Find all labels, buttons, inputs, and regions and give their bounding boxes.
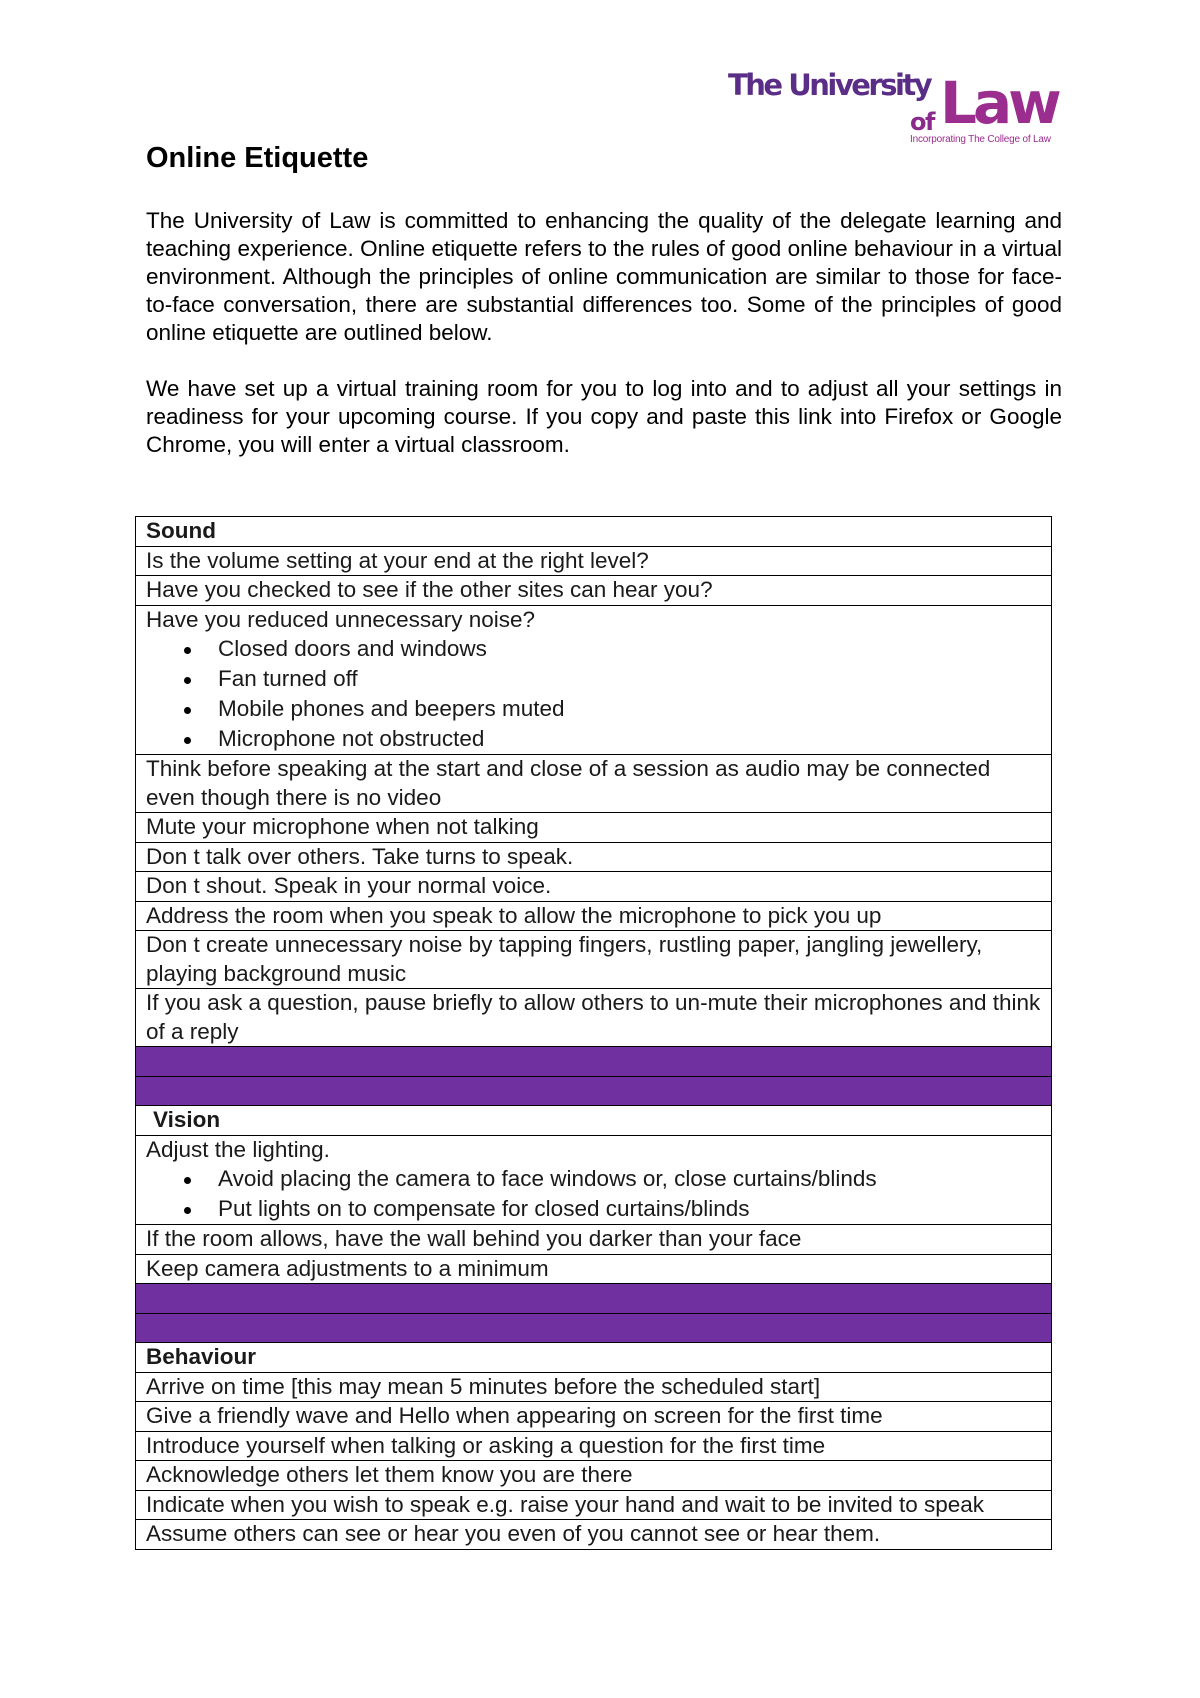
table-row — [136, 931, 1052, 989]
table-row — [136, 605, 1052, 755]
purple-divider — [136, 1076, 1052, 1106]
table-row — [136, 1402, 1052, 1432]
lighting-bullet-list — [146, 1164, 1041, 1224]
section-header-row — [136, 1106, 1052, 1136]
table-cell: Don t create unnecessary noise by tapping fingers, rustling paper, jangling jewellery, playing background music — [136, 931, 1052, 989]
intro-paragraph: The University of Law is committed to enhancing the quality of the delegate learning and teaching experience. Online etiquette refers to the rules of good online behaviour in a virtual environment. Although the principles of online communication are similar to those for face-to-face conversation, there are substantial differences too. Some of the principles of good online etiquette are outlined below. — [146, 208, 1062, 345]
vision-heading: Vision — [136, 1106, 1052, 1136]
table-row — [136, 901, 1052, 931]
logo-wordmark-law: Law — [940, 69, 1058, 137]
table-cell: Have you checked to see if the other sites can hear you? — [136, 576, 1052, 606]
noise-bullet-list — [146, 634, 1041, 754]
logo-wordmark-university: The University — [728, 68, 931, 102]
table-row — [136, 1431, 1052, 1461]
table-row — [136, 755, 1052, 813]
list-item: Fan turned off — [218, 664, 1041, 694]
table-cell — [136, 1135, 1052, 1225]
table-cell: Assume others can see or hear you even of you cannot see or hear them. — [136, 1520, 1052, 1550]
list-item: Closed doors and windows — [218, 634, 1041, 664]
table-row — [136, 842, 1052, 872]
table-cell: Think before speaking at the start and close of a session as audio may be connected even though there is no video — [136, 755, 1052, 813]
purple-divider — [136, 1047, 1052, 1077]
etiquette-table — [135, 516, 1052, 1550]
list-item: Avoid placing the camera to face windows or, close curtains/blinds — [218, 1164, 1041, 1194]
table-cell: Address the room when you speak to allow the microphone to pick you up — [136, 901, 1052, 931]
purple-divider-row — [136, 1313, 1052, 1343]
purple-divider — [136, 1284, 1052, 1314]
table-row — [136, 1520, 1052, 1550]
table-cell: If the room allows, have the wall behind you darker than your face — [136, 1225, 1052, 1255]
table-row — [136, 872, 1052, 902]
sound-heading: Sound — [136, 517, 1052, 547]
table-cell: Introduce yourself when talking or asking a question for the first time — [136, 1431, 1052, 1461]
table-cell: Don t shout. Speak in your normal voice. — [136, 872, 1052, 902]
table-row — [136, 1135, 1052, 1225]
table-row — [136, 1225, 1052, 1255]
purple-divider-row — [136, 1047, 1052, 1077]
table-row — [136, 1254, 1052, 1284]
list-item: Put lights on to compensate for closed curtains/blinds — [218, 1194, 1041, 1224]
purple-divider — [136, 1313, 1052, 1343]
table-row — [136, 576, 1052, 606]
logo-tagline: Incorporating The College of Law — [910, 134, 1051, 145]
page-title: Online Etiquette — [146, 142, 369, 174]
list-item: Mobile phones and beepers muted — [218, 694, 1041, 724]
section-header-row — [136, 517, 1052, 547]
table-cell: Is the volume setting at your end at the right level? — [136, 546, 1052, 576]
table-cell: Mute your microphone when not talking — [136, 813, 1052, 843]
table-cell: Arrive on time [this may mean 5 minutes before the scheduled start] — [136, 1372, 1052, 1402]
table-row — [136, 1372, 1052, 1402]
table-row — [136, 546, 1052, 576]
table-row — [136, 1461, 1052, 1491]
table-row — [136, 1490, 1052, 1520]
virtual-room-paragraph: We have set up a virtual training room for you to log into and to adjust all your settings in readiness for your upcoming course. If you copy and paste this link into Firefox or Google Chrome, you will enter a virtual classroom. — [146, 376, 1062, 457]
university-logo — [728, 64, 1068, 152]
table-cell: Keep camera adjustments to a minimum — [136, 1254, 1052, 1284]
table-cell: Acknowledge others let them know you are there — [136, 1461, 1052, 1491]
table-cell — [136, 605, 1052, 755]
lighting-instruction: Adjust the lighting. — [146, 1136, 330, 1162]
logo-wordmark-of: of — [910, 108, 934, 136]
table-cell: If you ask a question, pause briefly to allow others to un-mute their microphones and think of a reply — [136, 989, 1052, 1047]
table-row — [136, 989, 1052, 1047]
noise-question: Have you reduced unnecessary noise? — [146, 606, 535, 632]
table-cell: Don t talk over others. Take turns to speak. — [136, 842, 1052, 872]
purple-divider-row — [136, 1076, 1052, 1106]
table-cell: Indicate when you wish to speak e.g. raise your hand and wait to be invited to speak — [136, 1490, 1052, 1520]
list-item: Microphone not obstructed — [218, 724, 1041, 754]
behaviour-heading: Behaviour — [136, 1343, 1052, 1373]
table-row — [136, 813, 1052, 843]
table-cell: Give a friendly wave and Hello when appearing on screen for the first time — [136, 1402, 1052, 1432]
section-header-row — [136, 1343, 1052, 1373]
purple-divider-row — [136, 1284, 1052, 1314]
